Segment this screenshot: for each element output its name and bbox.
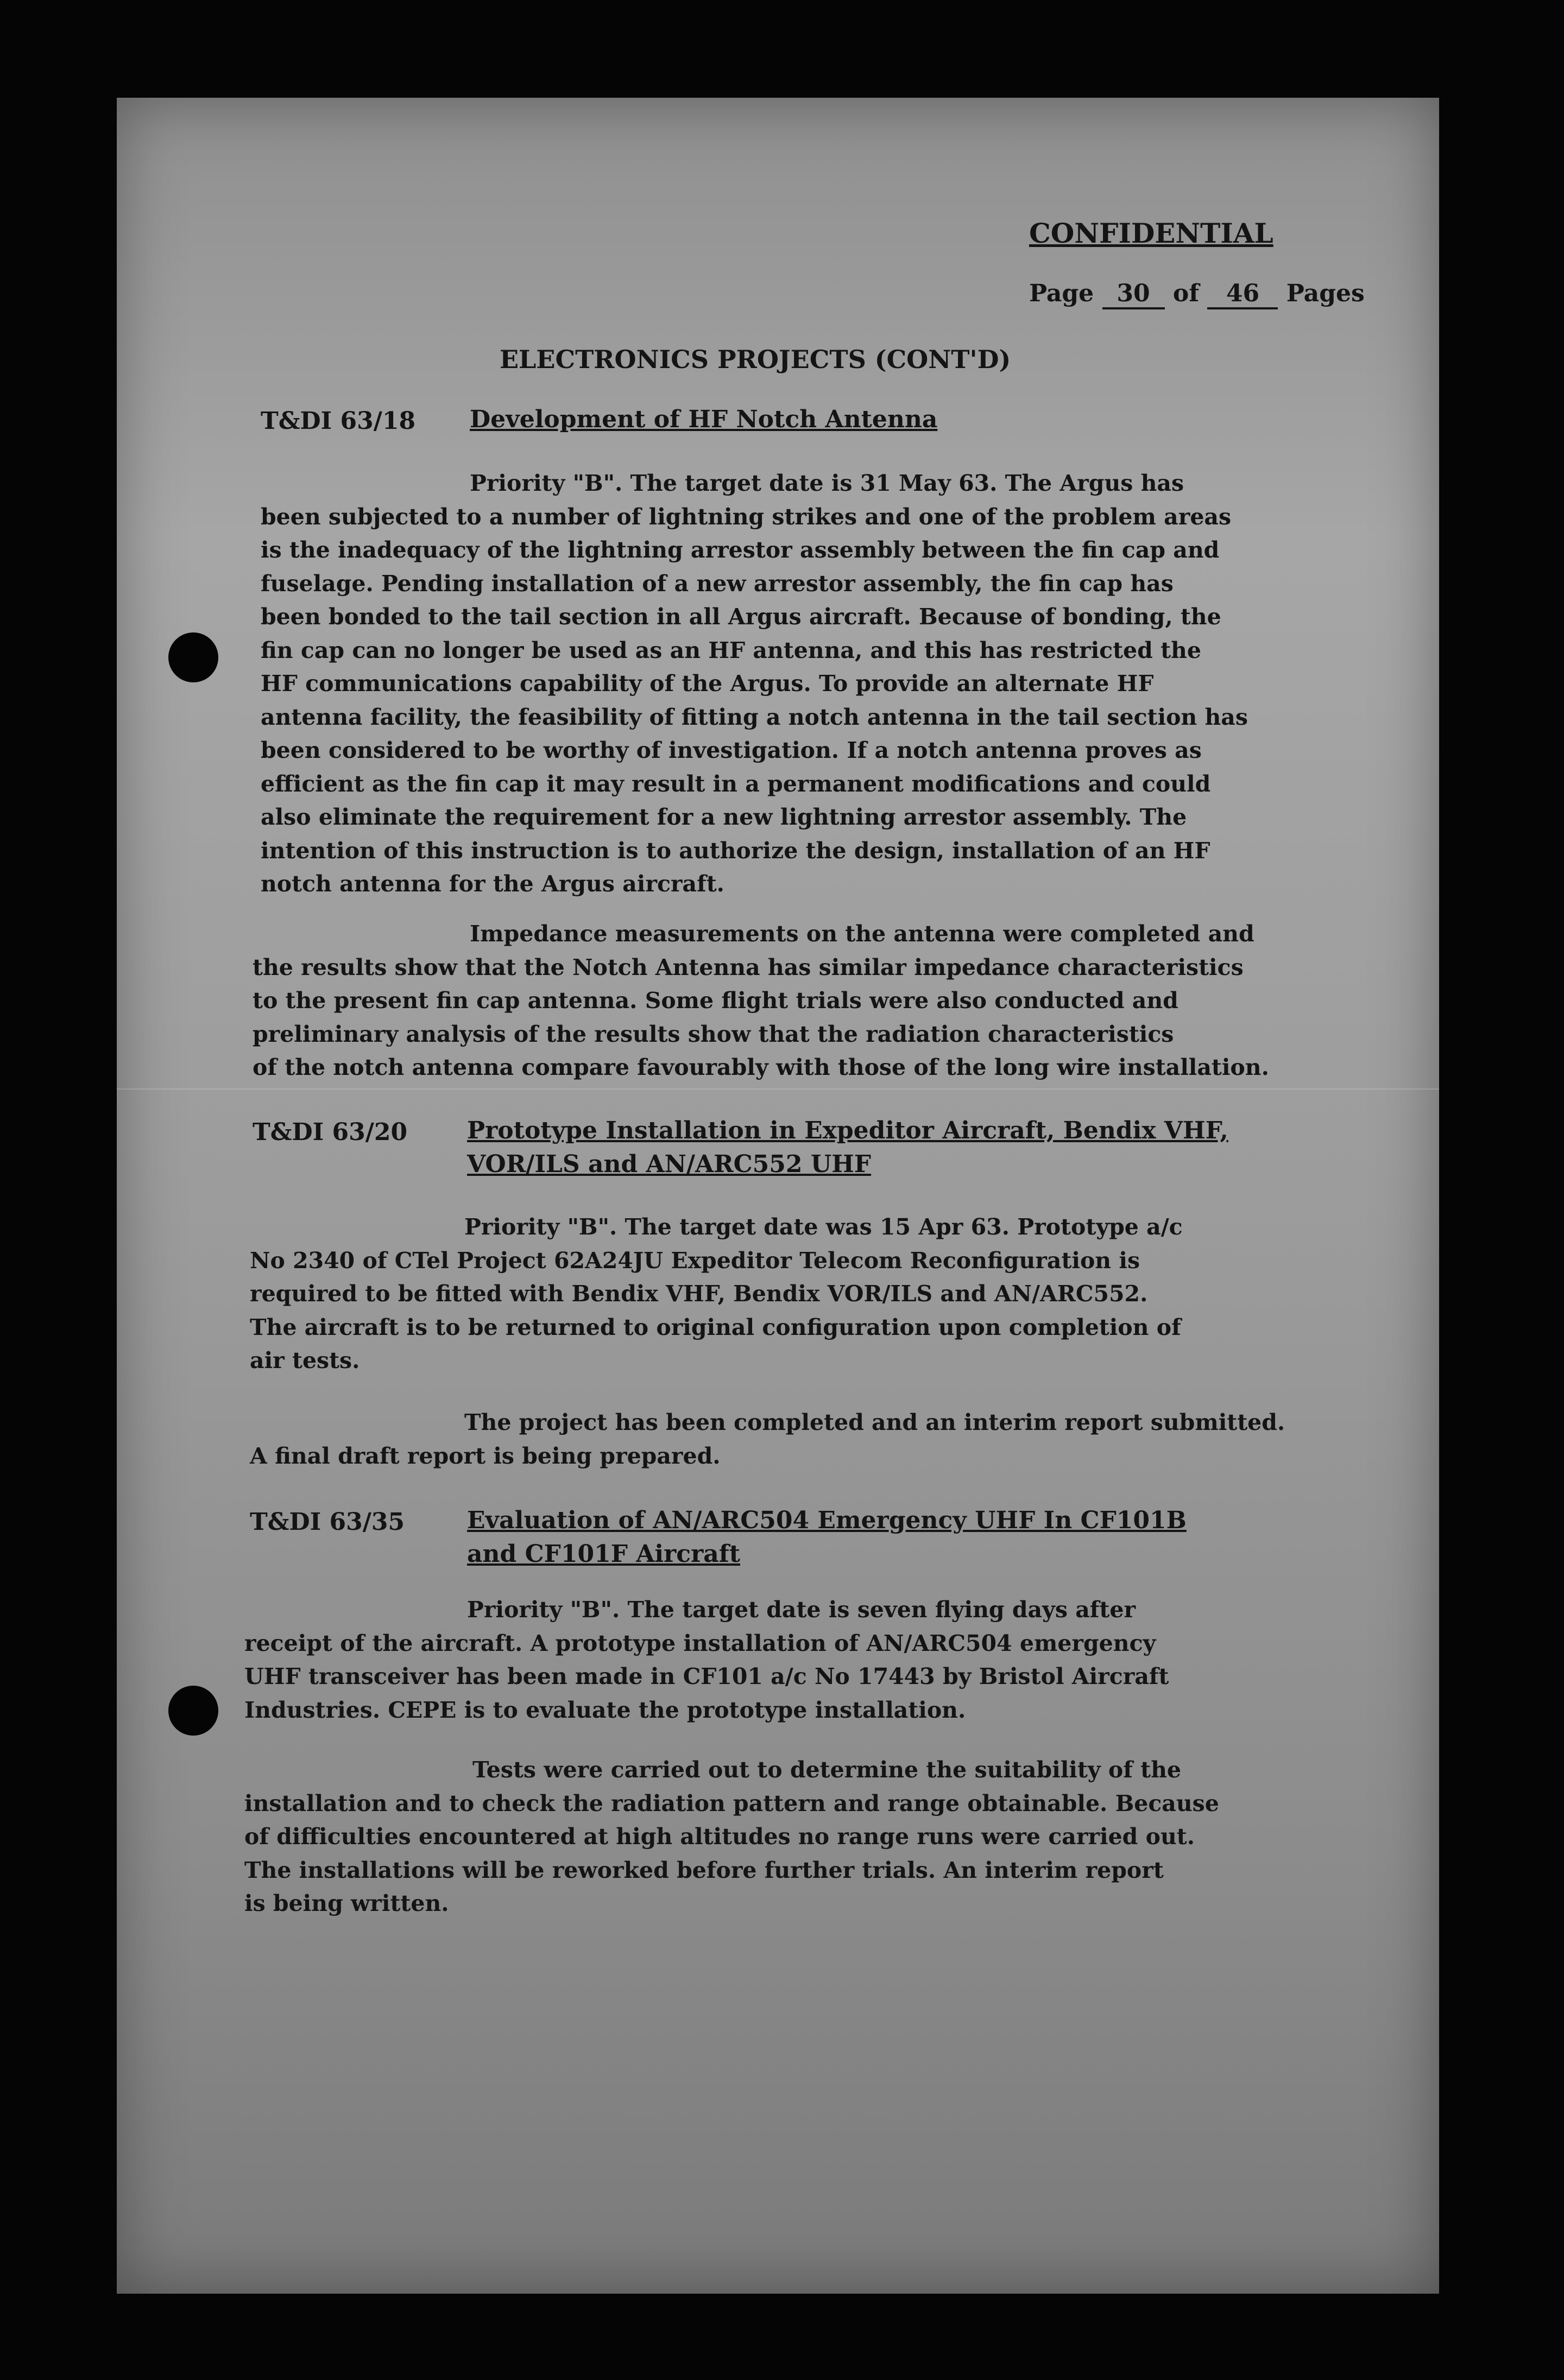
paragraph-line: been considered to be worthy of investigation. If a notch antenna proves as <box>261 737 1202 763</box>
paragraph-line: Priority "B". The target date is seven flying days after <box>467 1597 1136 1623</box>
item-title-line: and CF101F Aircraft <box>467 1540 741 1568</box>
page-current: 30 <box>1102 280 1165 309</box>
paragraph-line: Impedance measurements on the antenna were completed and <box>470 921 1254 947</box>
paragraph-line: Priority "B". The target date was 15 Apr 63. Prototype a/c <box>464 1214 1183 1240</box>
item-title <box>467 1504 1187 1571</box>
item-paragraph <box>244 1754 1219 1921</box>
paragraph-line: The project has been completed and an interim report submitted. <box>464 1409 1285 1435</box>
item-paragraph <box>253 917 1269 1085</box>
item-paragraph <box>261 467 1248 901</box>
paragraph-line: Industries. CEPE is to evaluate the prototype installation. <box>244 1697 966 1723</box>
paragraph-line: air tests. <box>250 1347 360 1373</box>
paragraph-line: A final draft report is being prepared. <box>250 1442 721 1469</box>
paragraph-line: to the present fin cap antenna. Some flight trials were also conducted and <box>253 988 1178 1014</box>
paragraph-line: of difficulties encountered at high altitudes no range runs were carried out. <box>244 1824 1195 1850</box>
paragraph-line: been subjected to a number of lightning strikes and one of the problem areas <box>261 503 1232 530</box>
paragraph-line: been bonded to the tail section in all Argus aircraft. Because of bonding, the <box>261 604 1221 630</box>
punch-hole <box>168 632 218 682</box>
paragraph-line: fuselage. Pending installation of a new arrestor assembly, the fin cap has <box>261 570 1174 597</box>
item-title <box>470 403 937 436</box>
paragraph-line: Tests were carried out to determine the suitability of the <box>472 1757 1181 1783</box>
paragraph-line: installation and to check the radiation pattern and range obtainable. Because <box>244 1790 1219 1816</box>
paragraph-line: the results show that the Notch Antenna has similar impedance characteristics <box>253 954 1244 980</box>
item-title <box>467 1114 1228 1181</box>
classification-marking: CONFIDENTIAL <box>1029 217 1273 249</box>
page-number <box>1029 280 1365 309</box>
paragraph-line: preliminary analysis of the results show that the radiation characteristics <box>253 1021 1174 1047</box>
paragraph-line: HF communications capability of the Argus. To provide an alternate HF <box>261 670 1154 697</box>
item-title-line: VOR/ILS and AN/ARC552 UHF <box>467 1150 872 1178</box>
paragraph-line: The installations will be reworked before further trials. An interim report <box>244 1857 1164 1883</box>
paragraph-line: UHF transceiver has been made in CF101 a/c No 17443 by Bristol Aircraft <box>244 1663 1169 1689</box>
item-id: T&DI 63/18 <box>261 407 416 435</box>
paragraph-line: required to be fitted with Bendix VHF, Bendix VOR/ILS and AN/ARC552. <box>250 1281 1148 1307</box>
paragraph-line: notch antenna for the Argus aircraft. <box>261 871 724 897</box>
paragraph-line: receipt of the aircraft. A prototype installation of AN/ARC504 emergency <box>244 1630 1156 1656</box>
item-title-line: Development of HF Notch Antenna <box>470 406 938 433</box>
page-suffix: Pages <box>1286 280 1365 307</box>
item-title-line: Prototype Installation in Expeditor Aircraft, Bendix VHF, <box>467 1117 1228 1144</box>
page-of: of <box>1172 280 1200 307</box>
paragraph-line: fin cap can no longer be used as an HF antenna, and this has restricted the <box>261 637 1201 663</box>
paragraph-line: The aircraft is to be returned to original configuration upon completion of <box>250 1314 1181 1340</box>
paragraph-line: No 2340 of CTel Project 62A24JU Expeditor Telecom Reconfiguration is <box>250 1247 1140 1274</box>
paragraph-line: is the inadequacy of the lightning arrestor assembly between the fin cap and <box>261 537 1220 563</box>
page-prefix: Page <box>1029 280 1094 307</box>
fold-line <box>117 1088 1439 1090</box>
item-paragraph <box>244 1593 1169 1727</box>
item-id: T&DI 63/20 <box>253 1118 408 1146</box>
paragraph-line: of the notch antenna compare favourably with those of the long wire installation. <box>253 1054 1269 1080</box>
paragraph-line: intention of this instruction is to authorize the design, installation of an HF <box>261 837 1210 864</box>
item-paragraph <box>250 1211 1183 1378</box>
item-paragraph <box>250 1406 1285 1473</box>
paragraph-line: antenna facility, the feasibility of fitting a notch antenna in the tail section has <box>261 704 1248 730</box>
punch-hole <box>168 1686 218 1736</box>
paragraph-line: efficient as the fin cap it may result in a permanent modifications and could <box>261 770 1211 797</box>
document-page <box>117 98 1439 2294</box>
item-title-line: Evaluation of AN/ARC504 Emergency UHF In CF101B <box>467 1507 1187 1534</box>
item-id: T&DI 63/35 <box>250 1508 405 1536</box>
paragraph-line: is being written. <box>244 1890 449 1916</box>
paragraph-line: also eliminate the requirement for a new lightning arrestor assembly. The <box>261 804 1187 830</box>
paragraph-line: Priority "B". The target date is 31 May 63. The Argus has <box>470 470 1184 496</box>
section-title: ELECTRONICS PROJECTS (CONT'D) <box>500 345 1011 374</box>
page-total: 46 <box>1207 280 1278 309</box>
